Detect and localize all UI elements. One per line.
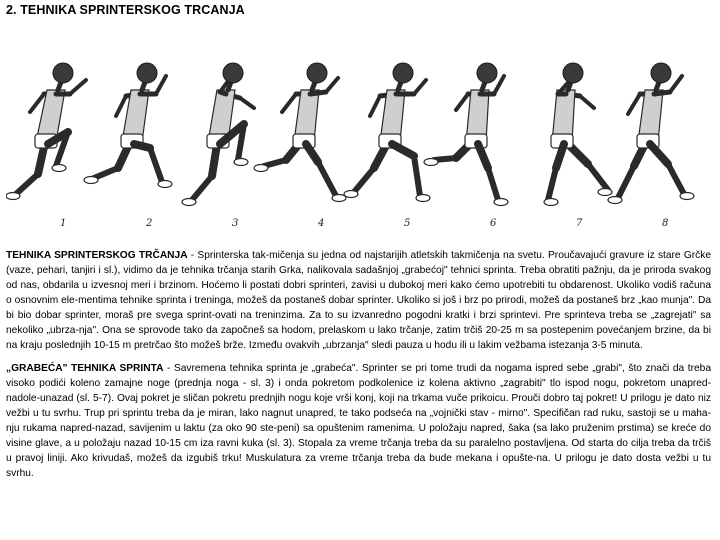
runner-figure bbox=[344, 63, 430, 202]
paragraph-grabbing-technique bbox=[6, 361, 711, 481]
frame-number: 2 bbox=[146, 218, 153, 229]
frame-number: 4 bbox=[318, 218, 325, 229]
frame-number: 1 bbox=[60, 218, 67, 229]
runner-figure bbox=[544, 63, 612, 206]
runner-figure bbox=[182, 63, 254, 206]
runner-figure bbox=[608, 63, 694, 204]
runner-figure bbox=[6, 63, 86, 200]
runner-figure bbox=[84, 63, 172, 188]
runner-figure bbox=[424, 63, 508, 206]
frame-number: 3 bbox=[232, 218, 239, 229]
paragraph-heading: TEHNIKA SPRINTERSKOG TRČANJA bbox=[6, 250, 188, 262]
paragraph-body: - Sprinterska tak-mičenja su jedna od najstarijih atletskih takmičenja na svetu. Proučavajući gravure iz stare Grčke (vaze, pehari, tanjiri i sl.), vidimo da je tehnika trčanja starih Grka, nalikovala sadašnjoj „grabećoj" tehnici sprinta. Treba obratiti pažnju, da je priroda svakog od nas, obdarila u izvesnoj meri i brzinom. Hoćemo li postati dobri sprinteri, zavisi u dubokoj meri kako ćemo upotrebiti tu obdarenost. Ukoliko vodiš računa o osnovnim ele-mentima tehnike sprinta i treninga, možeš da postaneš dobar sprinter. Ukoliko si još i brz po prirodi, možeš da postaneš brz „kao munja". Da bi bio dobar sprinter, moraš pre svega sprint-ovati na treninzima. Za to su izvanredno pogodni kratki i brzi sprintevi. Pre sprinteva treba se „zagrejati" sa nekoliko „ubrza-nja". Ona se sprovode tako da započneš sa hodom, prelaskom u lako trčanje, zatim trčiš 20-25 m sa postepenim povećanjem brzine, da bi na kraju poslednjih 10-15 m pretrčao što možeš brže. Između ovakvih „ubrzanja" sledi pauza u hodu ili u lakim vežbama istezanja 3-5 minuta. bbox=[6, 250, 711, 352]
runner-figure bbox=[254, 63, 346, 202]
sprinter-sequence-illustration bbox=[6, 28, 712, 233]
paragraph-heading: „GRABEĆA" TEHNIKA SPRINTA bbox=[6, 363, 164, 375]
paragraph-sprint-technique bbox=[6, 248, 711, 353]
frame-number: 7 bbox=[576, 218, 583, 229]
frame-number: 5 bbox=[404, 218, 411, 229]
frame-number: 8 bbox=[662, 218, 669, 229]
frame-number: 6 bbox=[490, 218, 497, 229]
page-title: 2. TEHNIKA SPRINTERSKOG TRCANJA bbox=[6, 3, 245, 17]
paragraph-body: - Savremena tehnika sprinta je „grabeća". Sprinter se pri tome trudi da nogama ispred sebe „grabi", što znači da treba visoko podići koleno zamajne noge (prednja noga - sl. 3) i onda pokretom podkolenice iz kolena aktivno „zagrabiti" tlo ispod nogu, pokretom unapred-nadole-unazad (sl. 5-7). Ovaj pokret je sličan pokretu prednjih nogu koje vrši konj, koji na trkama vuče prikoicu. Prouči dobro taj pokret! U prilogu je dato niz vežbi u tu svrhu. Trup pri sprintu treba da je miran, lako nagnut unapred, te tako podseća na „vojnički stav - mirno". Specifičan rad ruku, sastoji se u maha-nju rukama napred-nazad, savijenim u laktu (za oko 90 ste-peni) sa opuštenim ramenima. U položaju napred, šaka (sa lako pruženim prstima) se kreće do visine glave, a u položaju nazad 10-15 cm iza ravni kuka (sl. 3). Stopala za vreme trčanja treba da su paralelno postavljena. Od starta do cilja treba da trčiš u pravoj liniji. Ako krivudaš, možeš da izgubiš trku! Muskulatura za vreme trčanja treba da bude mekana i opušte-na. U prilogu je dato dosta vežbi u tu svrhu. bbox=[6, 363, 711, 480]
